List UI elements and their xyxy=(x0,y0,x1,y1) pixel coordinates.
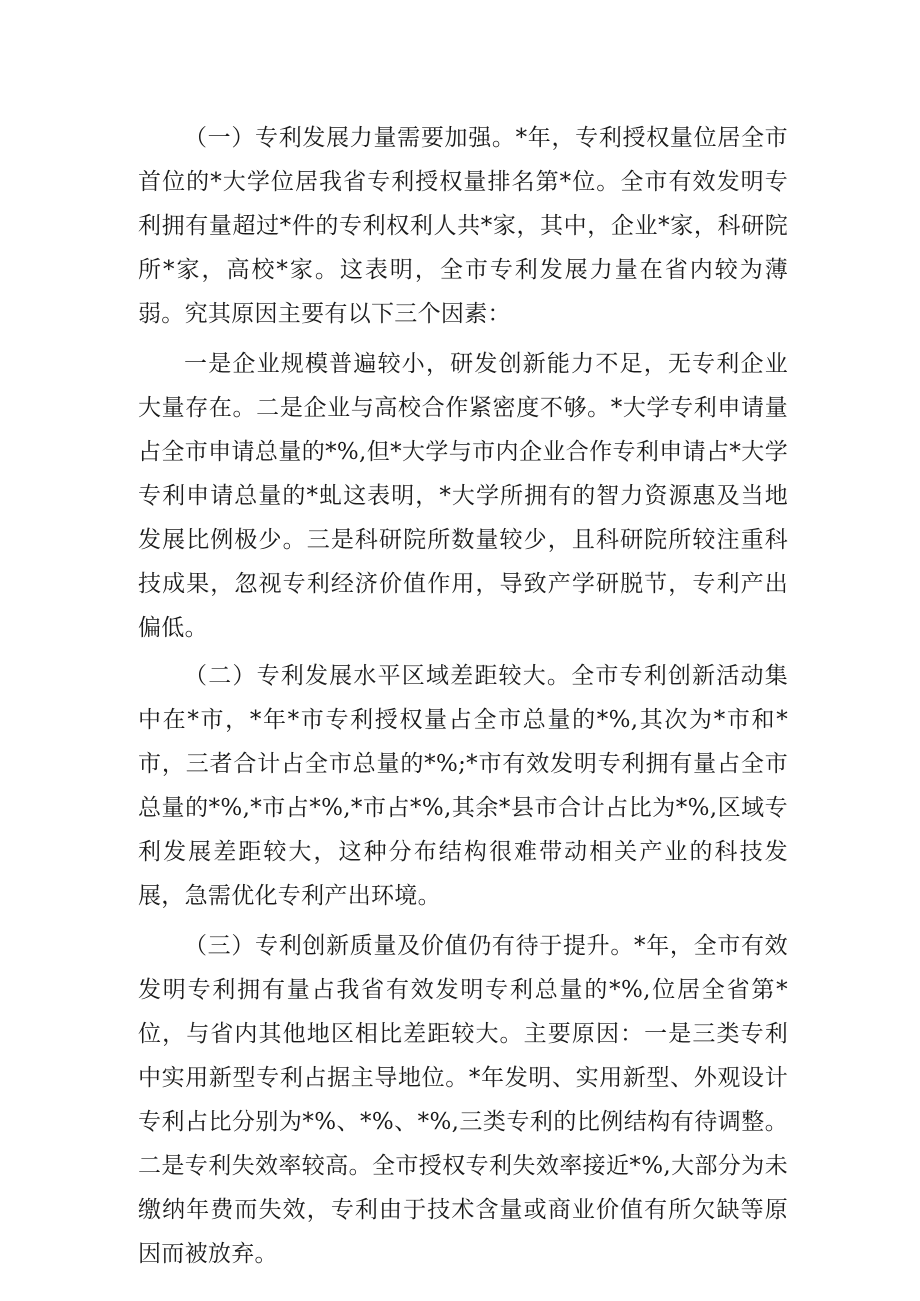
paragraph-regional-gap: （二）专利发展水平区域差距较大。全市专利创新活动集中在*市，*年*市专利授权量占全市总量的*%,其次为*市和*市，三者合计占全市总量的*%;*市有效发明专利拥有量占全市总量的*%,*市占*%,*市占*%,其余*县市合计占比为*%,区域专利发展差距较大，这种分布结构很难带动相关产业的科技发展，急需优化专利产出环境。 xyxy=(138,663,788,909)
paragraph-three-factors: 一是企业规模普遍较小，研发创新能力不足，无专利企业大量存在。二是企业与高校合作紧密度不够。*大学专利申请量占全市申请总量的*%,但*大学与市内企业合作专利申请占*大学专利申请总量的*虬这表明，*大学所拥有的智力资源惠及当地发展比例极少。三是科研院所数量较少，且科研院所较注重科技成果，忽视专利经济价值作用，导致产学研脱节，专利产出偏低。 xyxy=(138,351,788,641)
paragraph-quality-value: （三）专利创新质量及价值仍有待于提升。*年，全市有效发明专利拥有量占我省有效发明专利总量的*%,位居全省第*位，与省内其他地区相比差距较大。主要原因：一是三类专利中实用新型专利占据主导地位。*年发明、实用新型、外观设计专利占比分别为*%、*%、*%,三类专利的比例结构有待调整。二是专利失效率较高。全市授权专利失效率接近*%,大部分为未缴纳年费而失效，专利由于技术含量或商业价值有所欠缺等原因而被放弃。 xyxy=(138,933,788,1267)
document-body xyxy=(138,116,788,1282)
paragraph-patent-strength: （一）专利发展力量需要加强。*年，专利授权量位居全市首位的*大学位居我省专利授权量排名第*位。全市有效发明专利拥有量超过*件的专利权利人共*家，其中，企业*家，科研院所*家，高校*家。这表明，全市专利发展力量在省内较为薄弱。究其原因主要有以下三个因素： xyxy=(138,125,788,327)
